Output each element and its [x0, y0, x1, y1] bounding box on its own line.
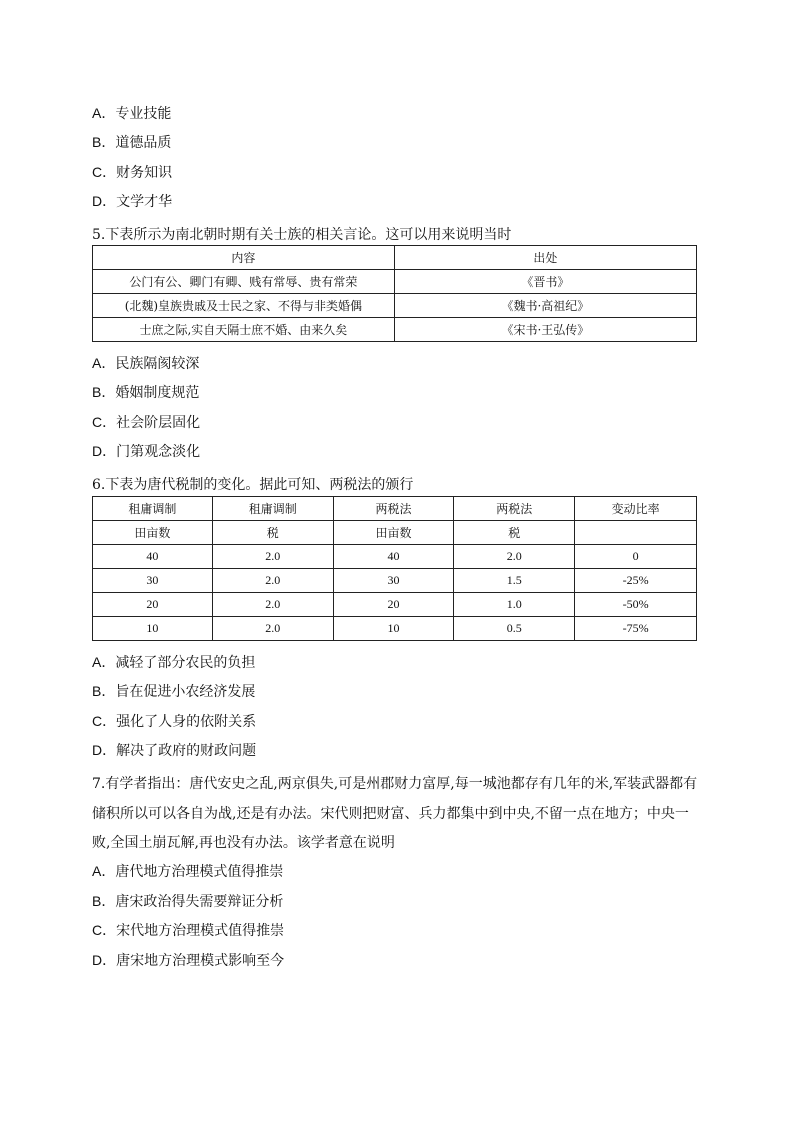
table-cell: 0.5 — [454, 617, 575, 641]
table-cell: 20 — [333, 593, 454, 617]
table-row — [93, 569, 697, 593]
table-header-cell: 两税法 — [333, 497, 454, 521]
q6-option-d: D．解决了政府的财政问题 — [92, 742, 257, 759]
q6-table — [92, 496, 697, 641]
q6-option-c: C．强化了人身的依附关系 — [92, 713, 257, 730]
q4-option-d: D．文学才华 — [92, 193, 173, 210]
table-row — [93, 294, 697, 318]
table-row — [93, 593, 697, 617]
q5-option-c: C．社会阶层固化 — [92, 414, 201, 431]
q6-stem: 6.下表为唐代税制的变化。据此可知、两税法的颁行 — [92, 477, 414, 493]
table-cell: 士庶之际,实自天隔士庶不婚、由来久矣 — [93, 318, 395, 342]
table-row — [93, 545, 697, 569]
q4-option-b: B．道德品质 — [92, 134, 172, 151]
q5-option-d: D．门第观念淡化 — [92, 443, 201, 460]
table-header-cell: 变动比率 — [575, 497, 697, 521]
table-header-cell: 内容 — [93, 246, 395, 270]
table-header-row — [93, 246, 697, 270]
table-cell: 40 — [333, 545, 454, 569]
table-cell: 0 — [575, 545, 697, 569]
table-cell: (北魏)皇族贵戚及士民之家、不得与非类婚偶 — [93, 294, 395, 318]
table-cell: 2.0 — [212, 569, 333, 593]
table-header-cell: 田亩数 — [333, 521, 454, 545]
table-row — [93, 617, 697, 641]
table-header-cell: 出处 — [394, 246, 696, 270]
table-row — [93, 270, 697, 294]
table-cell: -50% — [575, 593, 697, 617]
table-cell: 《魏书·高祖纪》 — [394, 294, 696, 318]
table-header-cell — [575, 521, 697, 545]
table-header-cell: 税 — [212, 521, 333, 545]
table-header-cell: 租庸调制 — [93, 497, 213, 521]
table-cell: 《宋书·王弘传》 — [394, 318, 696, 342]
table-header-cell: 两税法 — [454, 497, 575, 521]
table-cell: 10 — [93, 617, 213, 641]
q5-table — [92, 245, 697, 342]
q5-stem: 5.下表所示为南北朝时期有关士族的相关言论。这可以用来说明当时 — [92, 227, 512, 243]
table-cell: 2.0 — [212, 617, 333, 641]
table-cell: -75% — [575, 617, 697, 641]
table-header-cell: 税 — [454, 521, 575, 545]
q7-option-c: C．宋代地方治理模式值得推崇 — [92, 922, 285, 939]
q7-option-a: A．唐代地方治理模式值得推崇 — [92, 863, 284, 880]
table-cell: 1.5 — [454, 569, 575, 593]
table-cell: 20 — [93, 593, 213, 617]
q7-stem: 7.有学者指出：唐代安史之乱,两京俱失,可是州郡财力富厚,每一城池都存有几年的米,军装武器都有储积所以可以各自为战,还是有办法。宋代则把财富、兵力都集中到中央,不留一点在地方；中央一败,全国土崩瓦解,再也没有办法。该学者意在说明 — [92, 776, 698, 851]
q7-option-d: D．唐宋地方治理模式影响至今 — [92, 952, 285, 969]
q6-option-b: B．旨在促进小农经济发展 — [92, 683, 256, 700]
table-cell: 2.0 — [212, 545, 333, 569]
q5-option-b: B．婚姻制度规范 — [92, 384, 200, 401]
table-cell: 1.0 — [454, 593, 575, 617]
q7-option-b: B．唐宋政治得失需要辩证分析 — [92, 893, 284, 910]
table-cell: 《晋书》 — [394, 270, 696, 294]
table-cell: 10 — [333, 617, 454, 641]
table-header-cell: 租庸调制 — [212, 497, 333, 521]
q5-option-a: A．民族隔阂较深 — [92, 355, 200, 372]
table-row — [93, 318, 697, 342]
table-header-row — [93, 497, 697, 521]
q6-option-a: A．减轻了部分农民的负担 — [92, 654, 256, 671]
table-cell: -25% — [575, 569, 697, 593]
table-header-row — [93, 521, 697, 545]
table-cell: 40 — [93, 545, 213, 569]
q4-option-c: C．财务知识 — [92, 164, 173, 181]
table-cell: 30 — [333, 569, 454, 593]
table-cell: 2.0 — [212, 593, 333, 617]
table-cell: 公门有公、卿门有卿、贱有常辱、贵有常荣 — [93, 270, 395, 294]
table-cell: 30 — [93, 569, 213, 593]
table-cell: 2.0 — [454, 545, 575, 569]
q4-option-a: A．专业技能 — [92, 105, 172, 122]
table-header-cell: 田亩数 — [93, 521, 213, 545]
